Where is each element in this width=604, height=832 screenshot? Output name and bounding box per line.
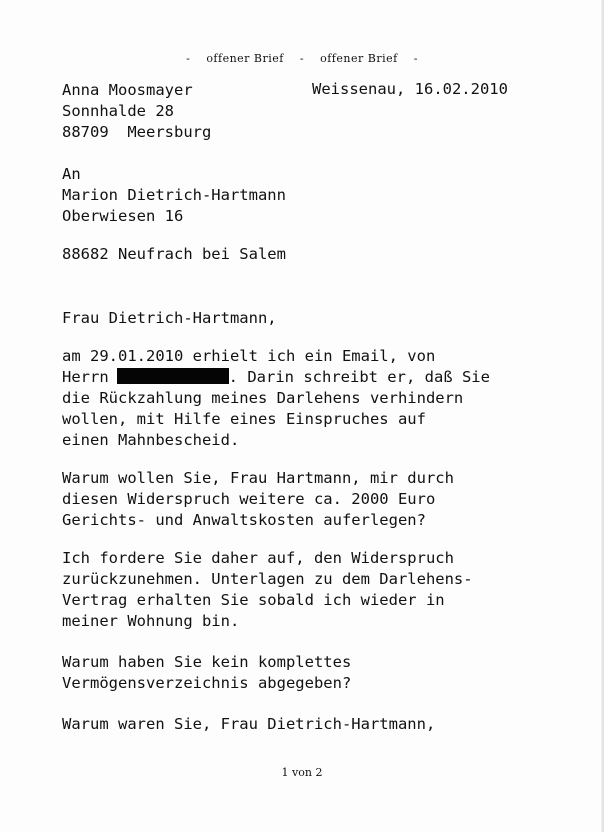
redaction-bar — [117, 368, 229, 384]
text-fragment: Herrn — [62, 368, 109, 386]
header-label: offener Brief — [320, 52, 398, 65]
text-line: diesen Widerspruch weitere ca. 2000 Euro — [62, 490, 436, 508]
text-line: wollen, mit Hilfe eines Einspruches auf — [62, 410, 426, 428]
sender-address — [62, 80, 211, 143]
paragraph-1 — [62, 346, 490, 451]
paragraph-3 — [62, 548, 473, 632]
place-date: Weissenau, 16.02.2010 — [312, 80, 508, 98]
page-number: 1 von 2 — [281, 766, 323, 779]
salutation: Frau Dietrich-Hartmann, — [62, 309, 277, 327]
text-line: Gerichts- und Anwaltskosten auferlegen? — [62, 511, 426, 529]
text-line: einen Mahnbescheid. — [62, 431, 240, 449]
text-line: meiner Wohnung bin. — [62, 612, 240, 630]
header-dash: - — [299, 52, 305, 65]
recipient-to: An — [62, 165, 81, 183]
text-line: Ich fordere Sie daher auf, den Widerspruch — [62, 549, 454, 567]
header-dash: - — [186, 52, 191, 65]
text-line: zurückzunehmen. Unterlagen zu dem Darlehens- — [62, 570, 473, 588]
text-fragment: . Darin schreibt er, daß Sie — [228, 368, 490, 386]
text-line: die Rückzahlung meines Darlehens verhindern — [62, 389, 464, 407]
text-line: am 29.01.2010 erhielt ich ein Email, von — [62, 347, 436, 365]
recipient-address — [62, 164, 286, 227]
text-line: Vermögensverzeichnis abgegeben? — [62, 674, 352, 692]
recipient-street: Oberwiesen 16 — [62, 207, 184, 225]
paragraph-5 — [62, 714, 435, 735]
sender-name: Anna Moosmayer — [62, 81, 193, 99]
sender-street: Sonnhalde 28 — [62, 102, 174, 120]
text-line: Vertrag erhalten Sie sobald ich wieder in — [62, 591, 445, 609]
paragraph-4 — [62, 652, 351, 694]
text-line — [62, 367, 490, 388]
recipient-city: 88682 Neufrach bei Salem — [62, 245, 286, 263]
header-dash: - — [413, 52, 418, 65]
sender-city: 88709 Meersburg — [62, 123, 212, 141]
open-letter-header — [0, 52, 604, 65]
recipient-name: Marion Dietrich-Hartmann — [62, 186, 286, 204]
text-line: Warum wollen Sie, Frau Hartmann, mir durch — [62, 469, 454, 487]
text-line: Warum haben Sie kein komplettes — [62, 653, 352, 671]
text-line: Warum waren Sie, Frau Dietrich-Hartmann, — [62, 715, 436, 733]
header-label: offener Brief — [206, 52, 284, 65]
paragraph-2 — [62, 468, 454, 531]
